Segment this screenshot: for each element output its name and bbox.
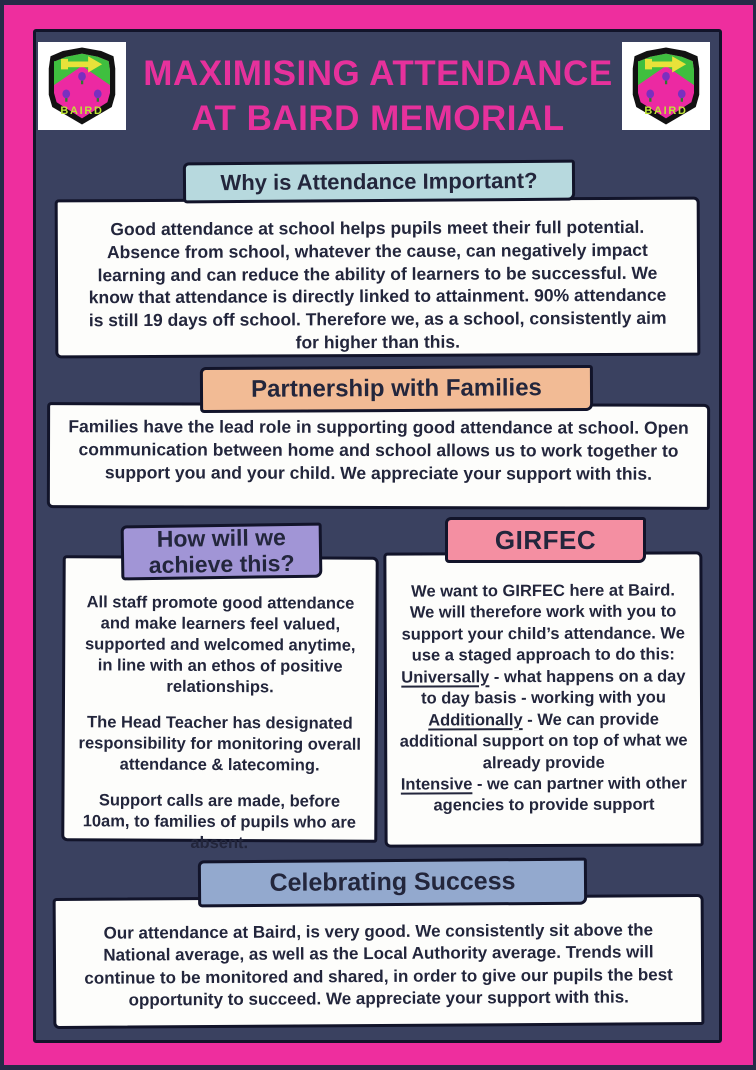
badge-text: BAIRD xyxy=(60,105,104,117)
section-header-label: How will we achieve this? xyxy=(148,523,295,578)
section-body-how-achieve xyxy=(61,555,378,852)
section-body-why-attendance xyxy=(55,197,701,359)
stage-term: Universally xyxy=(401,667,490,687)
shield-logo-icon xyxy=(624,44,708,128)
stage-desc: - We can provide additional support on top of what we already provide xyxy=(399,710,688,772)
paragraph: The Head Teacher has designated responsibility for monitoring overall attendance & latecoming. xyxy=(78,713,361,775)
girfec-intro: We want to GIRFEC here at Baird. We will therefore work with you to support your child’s attendance. We use a staged approach to do this: xyxy=(401,581,685,665)
paragraph: Support calls are made, before 10am, to families of pupils who are absent. xyxy=(82,790,357,852)
section-header-girfec xyxy=(445,517,646,563)
stage-term: Intensive xyxy=(400,775,473,794)
girfec-stage-intensive xyxy=(398,773,689,817)
stage-desc: - we can partner with other agencies to provide support xyxy=(433,774,687,815)
body-text: Our attendance at Baird, is very good. We consistently sit above the National average, as well as the Local Authority average. Trends will continue to be monitored and shared, in order to give our pupils the best opportunity to succeed. We appreciate your support with this. xyxy=(84,920,673,1010)
school-badge-right xyxy=(622,42,710,130)
section-header-how-achieve xyxy=(121,523,323,581)
stage-term: Additionally xyxy=(428,710,523,730)
shield-logo-icon xyxy=(40,44,124,128)
title-line-1: MAXIMISING ATTENDANCE xyxy=(143,54,613,93)
section-header-label: Celebrating Success xyxy=(269,867,516,897)
girfec-stage-additionally xyxy=(398,709,689,775)
body-text: Good attendance at school helps pupils meet their full potential. Absence from school, whatever the cause, can negatively impact learning and can reduce the ability of learners to be successful. We know that attendance is directly linked to attainment. 90% attendance is still 19 days off school. Therefore we, as a school, consistently aim for higher than this. xyxy=(88,216,667,353)
section-header-celebrating-success xyxy=(198,858,587,908)
section-header-label: Why is Attendance Important? xyxy=(220,167,538,195)
page-title xyxy=(138,52,618,142)
section-body-girfec xyxy=(383,551,703,847)
section-header-label: Partnership with Families xyxy=(251,374,542,403)
body-text: Families have the lead role in supporting good attendance at school. Open communication between home and school allows us to work together to support you and your child. We appreciate your support with this. xyxy=(68,416,689,484)
paragraph: All staff promote good attendance and make learners feel valued, supported and welcomed anytime, in line with an ethos of positive relationships. xyxy=(84,593,356,697)
section-body-partnership xyxy=(47,402,710,510)
section-header-partnership xyxy=(200,365,593,413)
school-badge-left xyxy=(38,42,126,130)
section-body-celebrating-success xyxy=(53,894,705,1029)
badge-text: BAIRD xyxy=(644,105,688,117)
section-header-why-attendance xyxy=(183,160,575,204)
title-line-2: AT BAIRD MEMORIAL xyxy=(191,98,565,138)
girfec-stage-universally xyxy=(398,666,689,710)
stage-desc: - what happens on a day to day basis - working with you xyxy=(421,667,686,708)
section-header-label: GIRFEC xyxy=(494,524,597,555)
